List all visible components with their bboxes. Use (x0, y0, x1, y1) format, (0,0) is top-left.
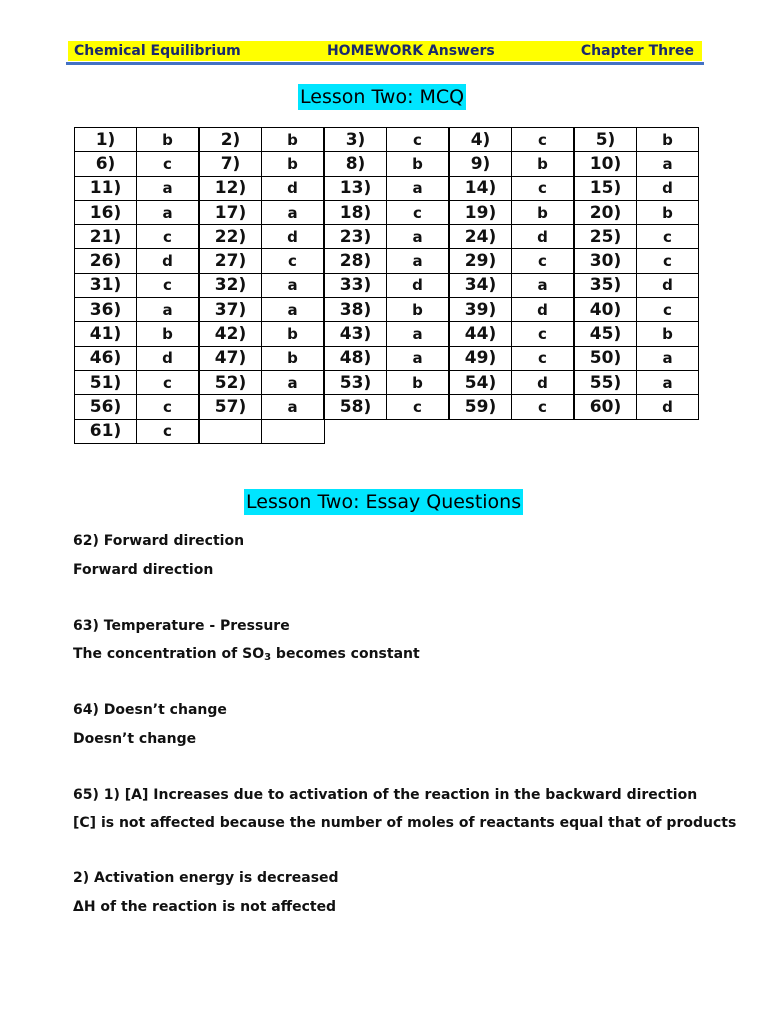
question-number: 11) (75, 176, 137, 200)
answer-letter: c (137, 152, 200, 176)
answer-letter: b (512, 200, 575, 224)
question-number: 60) (574, 395, 637, 419)
answer-letter: a (387, 322, 450, 346)
question-number: 54) (449, 370, 512, 394)
mcq-row (75, 249, 699, 273)
answer-letter: a (137, 176, 200, 200)
answer-letter: d (512, 298, 575, 322)
essay-q63-subscript: 3 (264, 652, 272, 663)
mcq-row (75, 128, 699, 152)
question-number: 53) (324, 370, 387, 394)
question-number: 16) (75, 200, 137, 224)
mcq-row (75, 273, 699, 297)
answer-letter: c (512, 346, 575, 370)
answer-letter: a (637, 152, 699, 176)
empty-cell (262, 419, 325, 443)
question-number: 15) (574, 176, 637, 200)
answer-letter: d (637, 395, 699, 419)
question-number: 40) (574, 298, 637, 322)
blank-cell (637, 419, 699, 443)
answer-letter: d (512, 370, 575, 394)
empty-cell (199, 419, 262, 443)
answer-letter: c (512, 128, 575, 152)
answer-letter: d (137, 249, 200, 273)
question-number: 57) (199, 395, 262, 419)
question-number: 13) (324, 176, 387, 200)
mcq-row (75, 152, 699, 176)
answer-letter: a (387, 225, 450, 249)
essay-q65-part2: 2) Activation energy is decreased (73, 870, 339, 886)
essay-q65-part1-detail: [C] is not affected because the number of moles of reactants equal that of products (73, 815, 737, 831)
mcq-row (75, 322, 699, 346)
answer-letter: b (262, 322, 325, 346)
answer-letter: a (137, 298, 200, 322)
answer-letter: a (387, 249, 450, 273)
question-number: 39) (449, 298, 512, 322)
answer-letter: b (387, 370, 450, 394)
header-chapter: Chapter Three (580, 43, 694, 59)
answer-letter: c (512, 322, 575, 346)
question-number: 42) (199, 322, 262, 346)
question-number: 12) (199, 176, 262, 200)
answer-letter: c (137, 395, 200, 419)
answer-letter: c (637, 298, 699, 322)
answer-letter: a (387, 346, 450, 370)
question-number: 30) (574, 249, 637, 273)
answer-letter: a (262, 200, 325, 224)
question-number: 14) (449, 176, 512, 200)
answer-letter: b (262, 152, 325, 176)
question-number: 47) (199, 346, 262, 370)
answer-letter: c (512, 249, 575, 273)
question-number: 9) (449, 152, 512, 176)
question-number: 51) (75, 370, 137, 394)
essay-q62-answer: 62) Forward direction (73, 533, 245, 549)
question-number: 34) (449, 273, 512, 297)
answer-letter: c (387, 395, 450, 419)
answer-letter: b (387, 298, 450, 322)
question-number: 45) (574, 322, 637, 346)
question-number: 43) (324, 322, 387, 346)
question-number: 32) (199, 273, 262, 297)
answer-letter: b (637, 128, 699, 152)
essay-q63-detail-text: The concentration of SO (73, 646, 265, 662)
question-number: 8) (324, 152, 387, 176)
answer-letter: a (262, 370, 325, 394)
question-number: 52) (199, 370, 262, 394)
answer-letter: c (637, 225, 699, 249)
question-number: 6) (75, 152, 137, 176)
answer-letter: b (262, 128, 325, 152)
question-number: 44) (449, 322, 512, 346)
question-number: 41) (75, 322, 137, 346)
question-number: 50) (574, 346, 637, 370)
question-number: 28) (324, 249, 387, 273)
answer-letter: a (637, 370, 699, 394)
question-number: 37) (199, 298, 262, 322)
answer-letter: a (262, 273, 325, 297)
blank-cell (512, 419, 575, 443)
question-number: 25) (574, 225, 637, 249)
question-number: 48) (324, 346, 387, 370)
question-number: 18) (324, 200, 387, 224)
question-number: 1) (75, 128, 137, 152)
answer-letter: d (137, 346, 200, 370)
answer-letter: c (637, 249, 699, 273)
essay-q65-part2-detail: ΔH of the reaction is not affected (73, 899, 337, 915)
answer-letter: c (262, 249, 325, 273)
answer-letter: b (387, 152, 450, 176)
answer-letter: b (637, 322, 699, 346)
answer-letter: b (637, 200, 699, 224)
answer-letter: c (512, 176, 575, 200)
question-number: 7) (199, 152, 262, 176)
question-number: 21) (75, 225, 137, 249)
question-number: 20) (574, 200, 637, 224)
answer-letter: a (637, 346, 699, 370)
question-number: 36) (75, 298, 137, 322)
mcq-row (75, 370, 699, 394)
question-number: 2) (199, 128, 262, 152)
essay-q63-answer: 63) Temperature - Pressure (73, 618, 290, 634)
question-number: 61) (75, 419, 137, 443)
question-number: 19) (449, 200, 512, 224)
question-number: 17) (199, 200, 262, 224)
mcq-row (75, 200, 699, 224)
question-number: 38) (324, 298, 387, 322)
mcq-row (75, 298, 699, 322)
answer-letter: a (262, 395, 325, 419)
question-number: 26) (75, 249, 137, 273)
answer-letter: c (137, 273, 200, 297)
question-number: 35) (574, 273, 637, 297)
question-number: 49) (449, 346, 512, 370)
answer-letter: d (262, 176, 325, 200)
answer-letter: b (262, 346, 325, 370)
header-subject: Chemical Equilibrium (74, 43, 241, 59)
mcq-section-title: Lesson Two: MCQ (300, 86, 465, 108)
question-number: 24) (449, 225, 512, 249)
answer-letter: b (137, 128, 200, 152)
blank-cell (574, 419, 637, 443)
mcq-answer-table (74, 127, 699, 444)
answer-letter: c (137, 225, 200, 249)
header-bar (68, 41, 702, 61)
mcq-row (75, 176, 699, 200)
answer-letter: c (512, 395, 575, 419)
question-number: 33) (324, 273, 387, 297)
mcq-row (75, 419, 699, 443)
mcq-row (75, 225, 699, 249)
blank-cell (449, 419, 512, 443)
answer-letter: c (137, 370, 200, 394)
question-number: 31) (75, 273, 137, 297)
essay-q64-detail: Doesn’t change (73, 731, 197, 747)
question-number: 58) (324, 395, 387, 419)
question-number: 46) (75, 346, 137, 370)
essay-q63-detail-end: becomes constant (271, 646, 420, 662)
question-number: 22) (199, 225, 262, 249)
answer-letter: a (262, 298, 325, 322)
header-divider (66, 62, 704, 65)
question-number: 5) (574, 128, 637, 152)
question-number: 10) (574, 152, 637, 176)
answer-letter: a (387, 176, 450, 200)
answer-letter: d (637, 273, 699, 297)
mcq-row (75, 395, 699, 419)
answer-letter: b (512, 152, 575, 176)
question-number: 4) (449, 128, 512, 152)
essay-q64-answer: 64) Doesn’t change (73, 702, 227, 718)
question-number: 23) (324, 225, 387, 249)
question-number: 59) (449, 395, 512, 419)
answer-letter: c (387, 200, 450, 224)
essay-q65-part1: 65) 1) [A] Increases due to activation of the reaction in the backward direction (73, 787, 698, 803)
blank-cell (324, 419, 387, 443)
answer-letter: a (512, 273, 575, 297)
essay-section-title: Lesson Two: Essay Questions (246, 491, 522, 513)
answer-letter: d (262, 225, 325, 249)
essay-q62-detail: Forward direction (73, 562, 214, 578)
essay-q63-detail (73, 646, 420, 663)
answer-letter: b (137, 322, 200, 346)
answer-letter: a (137, 200, 200, 224)
answer-letter: d (387, 273, 450, 297)
question-number: 56) (75, 395, 137, 419)
question-number: 55) (574, 370, 637, 394)
question-number: 29) (449, 249, 512, 273)
question-number: 27) (199, 249, 262, 273)
answer-letter: d (512, 225, 575, 249)
header-document-type: HOMEWORK Answers (326, 43, 495, 59)
question-number: 3) (324, 128, 387, 152)
answer-letter: c (387, 128, 450, 152)
mcq-row (75, 346, 699, 370)
blank-cell (387, 419, 450, 443)
answer-letter: d (637, 176, 699, 200)
answer-letter: c (137, 419, 200, 443)
